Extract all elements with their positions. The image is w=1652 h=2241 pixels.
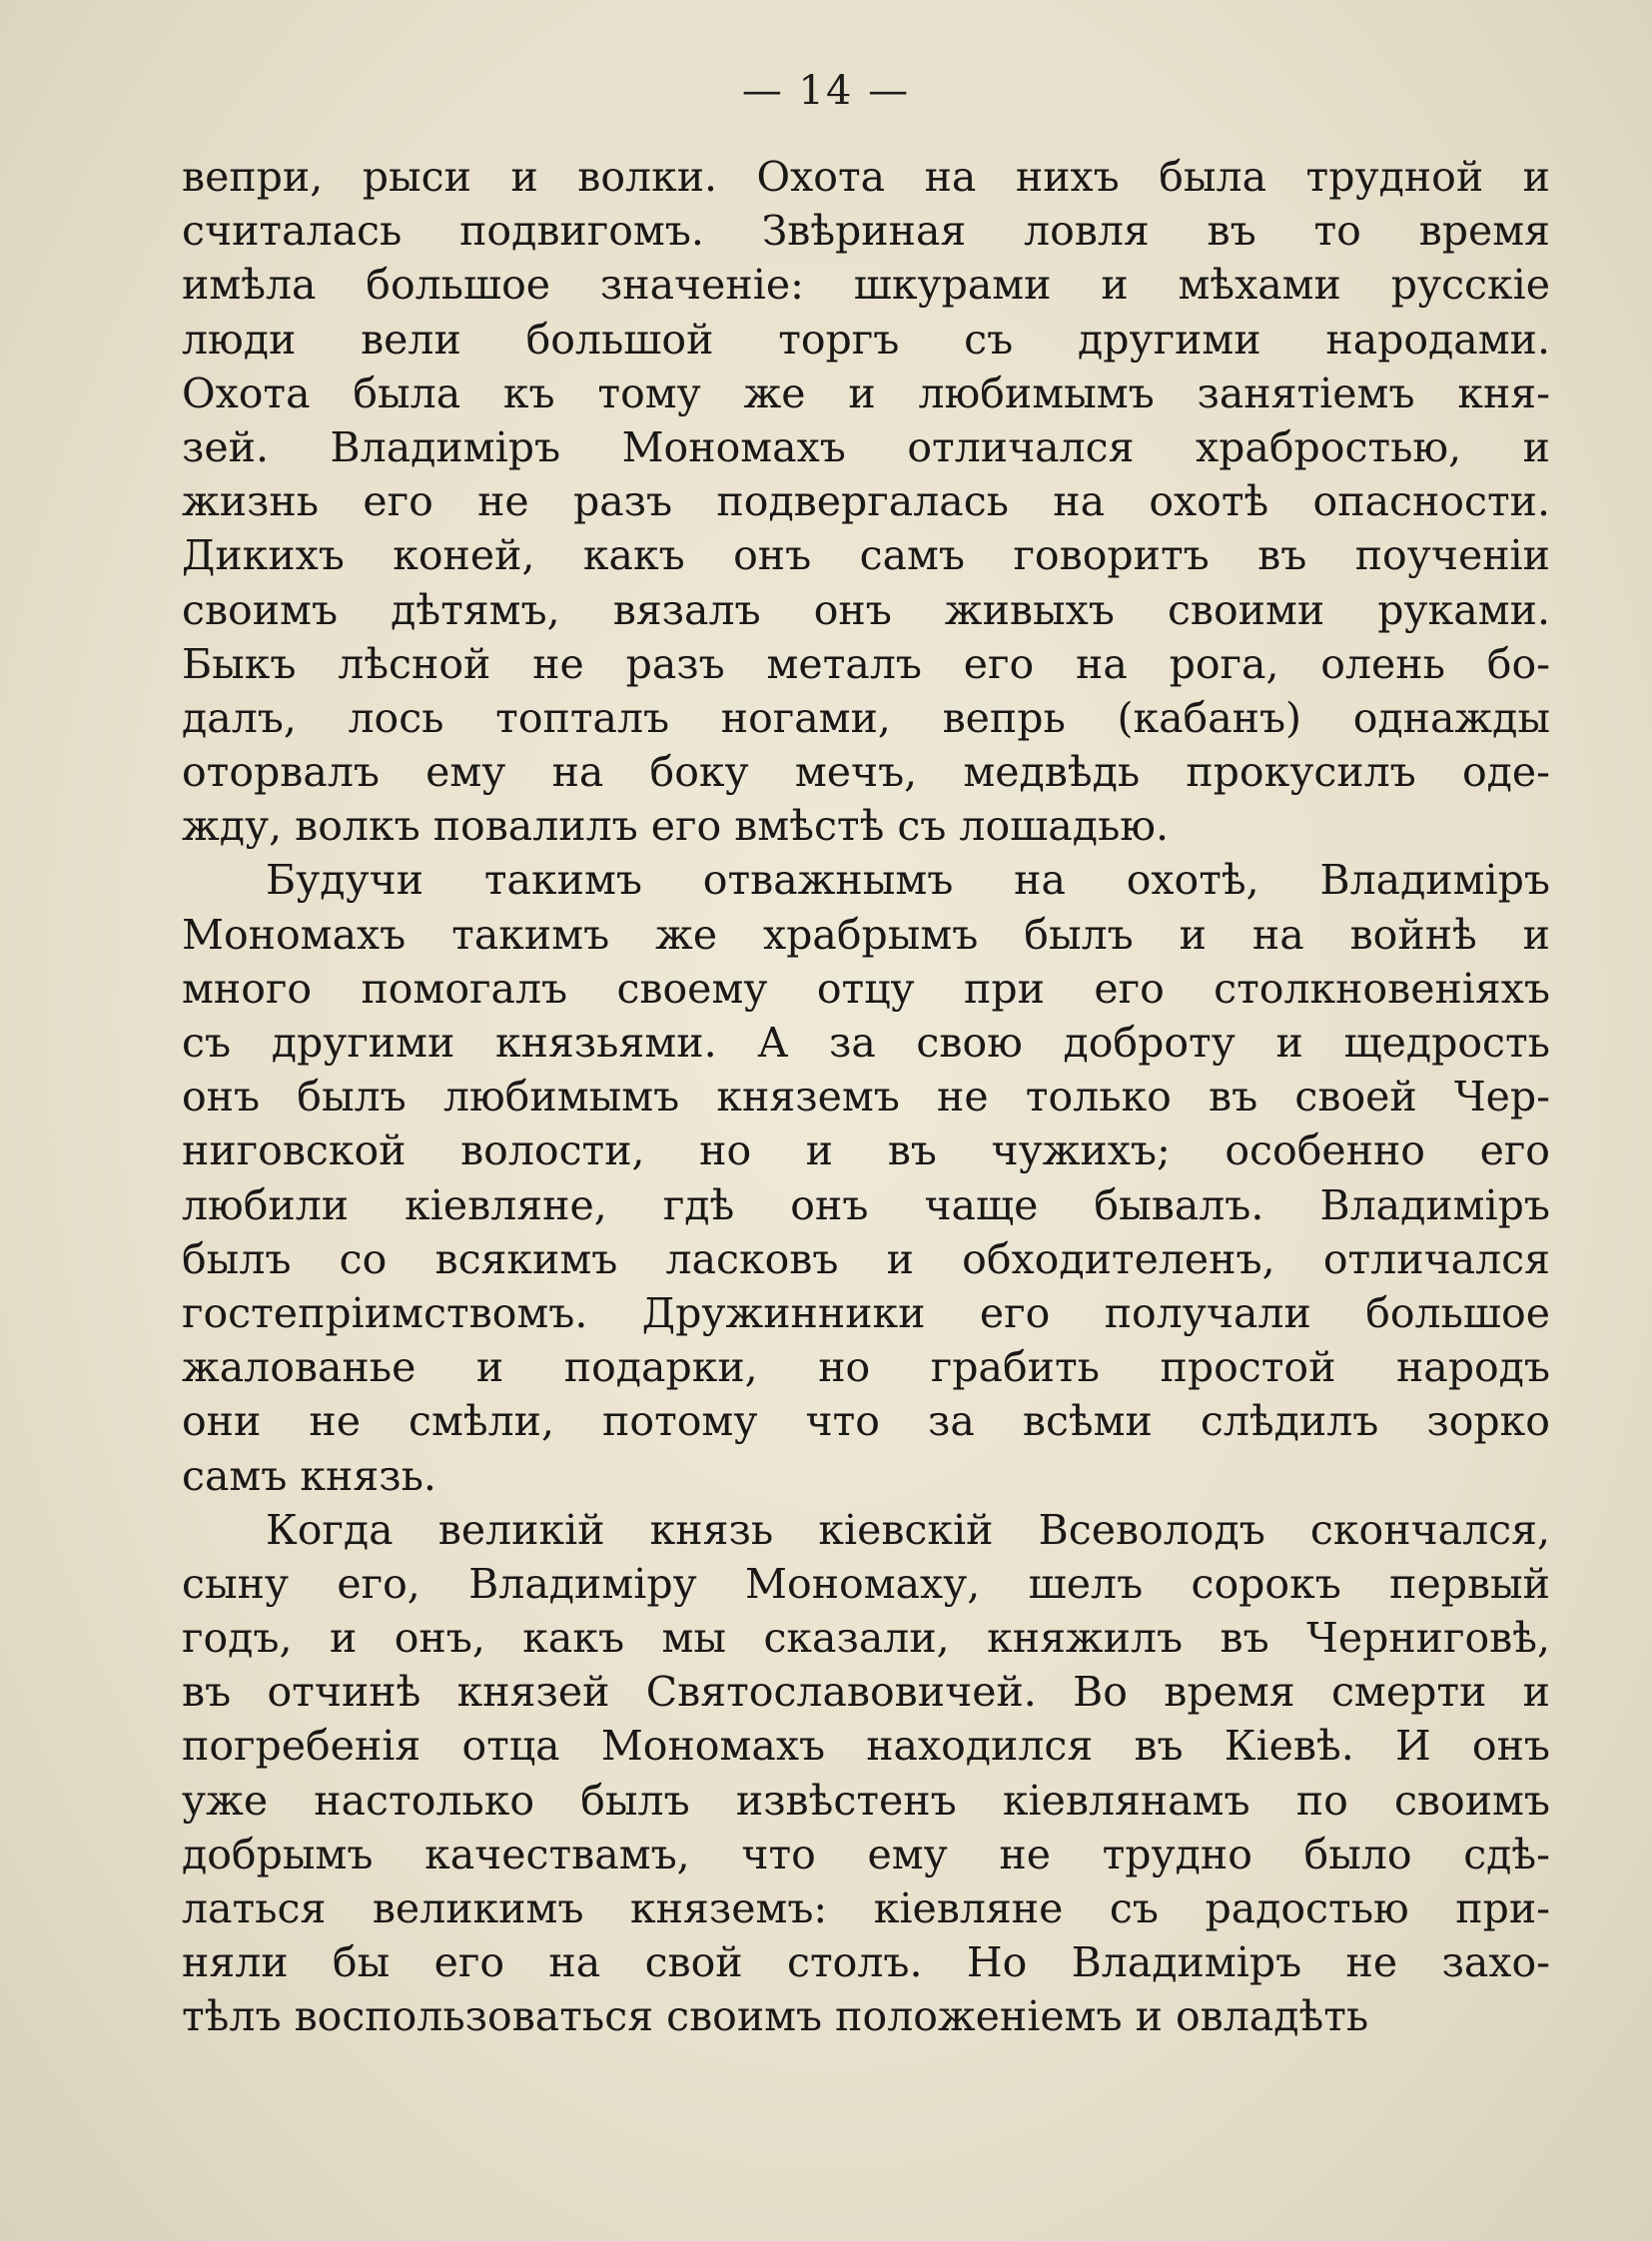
text-line: ниговской волости, но и въ чужихъ; особенно его	[182, 1126, 1550, 1175]
text-line: зей. Владиміръ Мономахъ отличался храбростью, и	[182, 422, 1550, 471]
text-line: съ другими князьями. А за свою доброту и щедрость	[182, 1019, 1550, 1067]
text-line: жизнь его не разъ подвергалась на охотѣ опасности.	[182, 477, 1550, 526]
text-line: Охота была къ тому же и любимымъ занятіемъ кня-	[182, 369, 1550, 417]
text-line: въ отчинѣ князей Святославовичей. Во время смерти и	[182, 1668, 1550, 1717]
text-line: годъ, и онъ, какъ мы сказали, княжилъ въ Черниговѣ,	[182, 1614, 1550, 1663]
text-line: самъ князь.	[182, 1451, 436, 1500]
text-line: далъ, лось топталъ ногами, вепрь (кабанъ) однажды	[182, 693, 1550, 742]
text-line: Дикихъ коней, какъ онъ самъ говоритъ въ поученіи	[182, 531, 1550, 580]
text-line: своимъ дѣтямъ, вязалъ онъ живыхъ своими руками.	[182, 585, 1550, 634]
text-line: жалованье и подарки, но грабить простой народъ	[182, 1343, 1550, 1392]
text-line: добрымъ качествамъ, что ему не трудно было сдѣ-	[182, 1830, 1550, 1878]
text-line: онъ былъ любимымъ княземъ не только въ своей Чер-	[182, 1073, 1550, 1121]
text-line: много помогалъ своему отцу при его столкновеніяхъ	[182, 964, 1550, 1013]
page-number: — 14 —	[741, 68, 911, 114]
text-line: латься великимъ княземъ: кіевляне съ радостью при-	[182, 1884, 1550, 1932]
text-line: погребенія отца Мономахъ находился въ Кіевѣ. И онъ	[182, 1722, 1550, 1771]
text-line: Мономахъ такимъ же храбрымъ былъ и на войнѣ и	[182, 910, 1550, 959]
text-line: они не смѣли, потому что за всѣми слѣдилъ зорко	[182, 1397, 1550, 1446]
text-line: оторвалъ ему на боку мечъ, медвѣдь прокусилъ оде-	[182, 748, 1550, 797]
text-line: гостепріимствомъ. Дружинники его получали большое	[182, 1288, 1550, 1337]
text-line: имѣла большое значеніе: шкурами и мѣхами русскіе	[182, 261, 1550, 310]
text-line: сыну его, Владиміру Мономаху, шелъ сорокъ первый	[182, 1559, 1550, 1608]
text-line: вепри, рыси и волки. Охота на нихъ была трудной и	[182, 153, 1550, 201]
text-line: былъ со всякимъ ласковъ и обходителенъ, отличался	[182, 1234, 1550, 1283]
text-line: люди вели большой торгъ съ другими народами.	[182, 315, 1550, 364]
text-line: уже настолько былъ извѣстенъ кіевлянамъ по своимъ	[182, 1776, 1550, 1825]
text-line: любили кіевляне, гдѣ онъ чаще бывалъ. Владиміръ	[182, 1180, 1550, 1229]
text-line: считалась подвигомъ. Звѣриная ловля въ то время	[182, 207, 1550, 256]
text-line: няли бы его на свой столъ. Но Владиміръ не захо-	[182, 1938, 1550, 1987]
text-line: Будучи такимъ отважнымъ на охотѣ, Владиміръ	[266, 856, 1550, 905]
text-line: жду, волкъ повалилъ его вмѣстѣ съ лошадью.	[182, 802, 1170, 851]
body-text	[182, 150, 1550, 2044]
text-line: Быкъ лѣсной не разъ металъ его на рога, олень бо-	[182, 639, 1550, 688]
text-line: Когда великій князь кіевскій Всеволодъ скончался,	[266, 1505, 1550, 1554]
text-line: тѣлъ воспользоваться своимъ положеніемъ и овладѣть	[182, 1992, 1369, 2041]
